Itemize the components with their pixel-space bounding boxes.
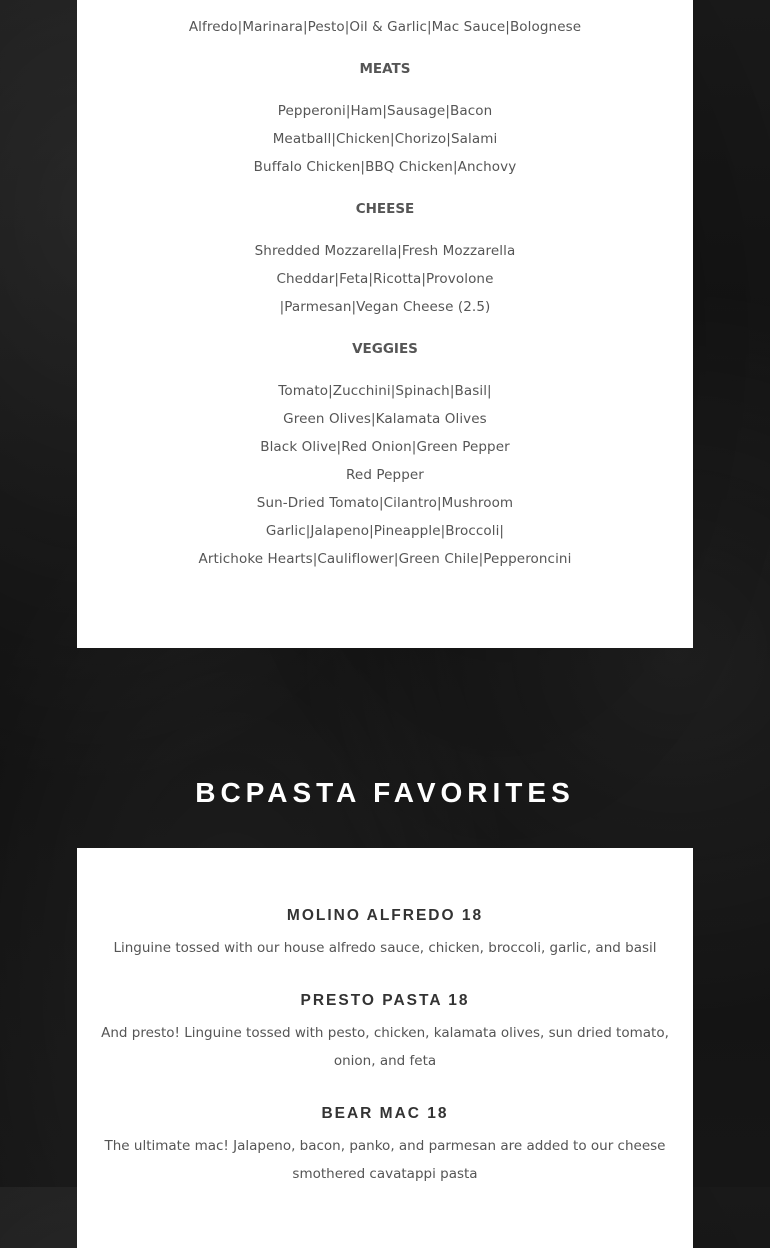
cheese-heading: CHEESE — [355, 201, 415, 217]
toppings-card — [77, 0, 693, 648]
veggies-line-3: Black Olive|Red Onion|Green Pepper — [260, 439, 510, 455]
dish-description-molino-alfredo: Linguine tossed with our house alfredo sauce, chicken, broccoli, garlic, and basil — [113, 940, 657, 956]
dish-name-presto-pasta: PRESTO PASTA 18 — [300, 992, 470, 1009]
veggies-line-6: Garlic|Jalapeno|Pineapple|Broccoli| — [265, 523, 505, 539]
veggies-line-2: Green Olives|Kalamata Olives — [283, 411, 487, 427]
dish-name-molino-alfredo: MOLINO ALFREDO 18 — [286, 907, 484, 924]
veggies-heading: VEGGIES — [352, 341, 418, 357]
veggies-line-7: Artichoke Hearts|Cauliflower|Green Chile|Pepperoncini — [198, 551, 572, 567]
meats-heading: MEATS — [359, 61, 411, 77]
cheese-line-3: |Parmesan|Vegan Cheese (2.5) — [279, 299, 491, 315]
favorites-section-title: BCPASTA FAVORITES — [195, 777, 575, 808]
meats-line-3: Buffalo Chicken|BBQ Chicken|Anchovy — [253, 159, 517, 175]
favorites-card — [77, 848, 693, 1248]
meats-line-1: Pepperoni|Ham|Sausage|Bacon — [277, 103, 493, 119]
meats-line-2: Meatball|Chicken|Chorizo|Salami — [272, 131, 498, 147]
cheese-line-1: Shredded Mozzarella|Fresh Mozzarella — [254, 243, 516, 259]
cheese-line-2: Cheddar|Feta|Ricotta|Provolone — [276, 271, 494, 287]
dish-description-presto-pasta: And presto! Linguine tossed with pesto, chicken, kalamata olives, sun dried tomato, onion, and feta — [101, 1025, 669, 1069]
dish-name-bear-mac: BEAR MAC 18 — [321, 1105, 449, 1122]
veggies-line-1: Tomato|Zucchini|Spinach|Basil| — [278, 383, 492, 399]
sauce-options: Alfredo|Marinara|Pesto|Oil & Garlic|Mac Sauce|Bolognese — [188, 19, 582, 35]
veggies-line-5: Sun-Dried Tomato|Cilantro|Mushroom — [256, 495, 514, 511]
dish-description-bear-mac: The ultimate mac! Jalapeno, bacon, panko, and parmesan are added to our cheese smothered cavatappi pasta — [104, 1138, 666, 1182]
veggies-line-4: Red Pepper — [346, 467, 424, 483]
